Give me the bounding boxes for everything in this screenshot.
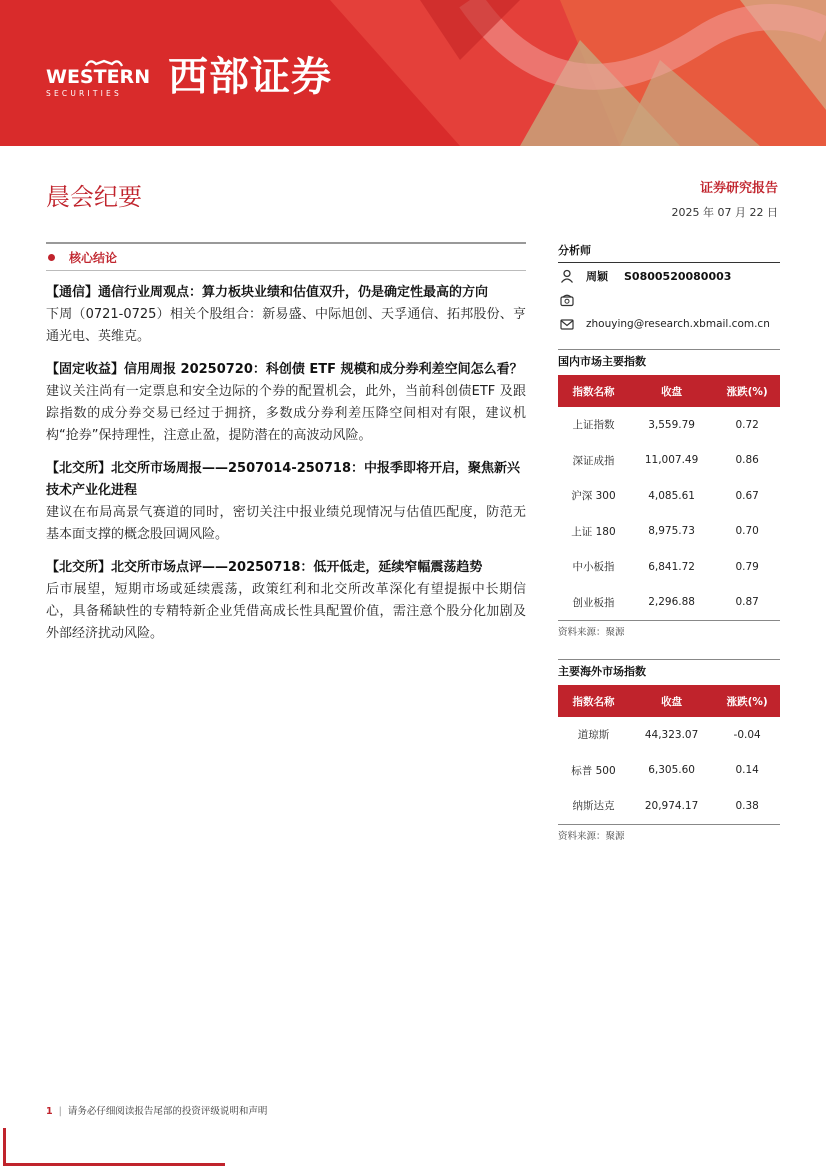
- close-cell: 3,559.79: [648, 418, 695, 431]
- analyst-phone-row: [558, 289, 780, 311]
- table-row: [558, 585, 780, 621]
- page-number: 1: [46, 1106, 53, 1117]
- overseas-table-title: 主要海外市场指数: [558, 659, 780, 679]
- column-header: 指数名称: [558, 375, 629, 407]
- table-row: [558, 407, 780, 443]
- change-cell: 0.67: [735, 489, 759, 502]
- summary-item-title: 【固定收益】信用周报 20250720：科创债 ETF 规模和成分券利差空间怎么看？: [46, 362, 523, 377]
- column-header: 涨跌(%): [714, 685, 780, 717]
- overseas-source-note: 资料来源：聚源: [558, 830, 625, 842]
- close-cell: 2,296.88: [629, 585, 714, 621]
- close-cell: 6,841.72: [648, 560, 695, 573]
- corner-accent-vertical: [3, 1128, 6, 1166]
- header-banner: [0, 0, 826, 146]
- index-name-cell: 深证成指: [572, 454, 615, 467]
- domestic-index-table: [558, 375, 780, 621]
- table-row: [558, 443, 780, 479]
- page-title: 晨会纪要: [46, 183, 142, 211]
- summary-item-title: 【北交所】北交所市场周报——2507014-250718：中报季即将开启，聚焦新兴技术产业化进程: [46, 461, 520, 498]
- corner-accent-horizontal: [3, 1163, 225, 1166]
- summary-item-title: 【北交所】北交所市场点评——20250718：低开低走，延续窄幅震荡趋势: [46, 560, 483, 575]
- summary-item-body: 建议关注尚有一定票息和安全边际的个券的配置机会，此外，当前科创债ETF 及跟踪指数的成分券交易已经过于拥挤，多数成分券利差压降空间相对有限，建议机构“抢券”保持理性，注意止盈，提防潜在的高波动风险。: [46, 384, 526, 443]
- mail-icon: [560, 317, 574, 331]
- index-name-cell: 沪深 300: [571, 490, 616, 503]
- change-cell: 0.79: [735, 560, 759, 573]
- domestic-table-title: 国内市场主要指数: [558, 349, 780, 369]
- summary-item: [46, 282, 526, 348]
- index-name-cell: 道琼斯: [577, 729, 610, 742]
- close-cell: 4,085.61: [648, 489, 695, 502]
- column-header: 涨跌(%): [714, 375, 780, 407]
- analyst-name-row: [558, 265, 780, 287]
- analyst-heading: 分析师: [558, 244, 780, 263]
- change-cell: 0.14: [735, 764, 759, 777]
- index-name-cell: 纳斯达克: [558, 788, 629, 824]
- logo-horns-icon: [84, 56, 124, 68]
- summary-item-title: 【通信】通信行业周观点：算力板块业绩和估值双升，仍是确定性最高的方向: [46, 285, 489, 300]
- table-row: [558, 753, 780, 789]
- change-cell: 0.86: [735, 454, 759, 467]
- table-header-row: [558, 375, 780, 407]
- index-name-cell: 标普 500: [571, 764, 616, 777]
- disclaimer-note: 请务必仔细阅读报告尾部的投资评级说明和声明: [67, 1106, 268, 1117]
- change-cell: 0.38: [714, 788, 780, 824]
- summary-item-body: 后市展望，短期市场或延续震荡，政策红利和北交所改革深化有望提振中长期信心，具备稀缺性的专精特新企业凭借高成长性具配置价值，需注意个股分化加剧及外部经济扰动风险。: [46, 582, 526, 641]
- change-cell: 0.70: [735, 525, 759, 538]
- analyst-email-row: [558, 313, 780, 335]
- change-cell: -0.04: [733, 728, 761, 741]
- logo-english: [46, 68, 162, 98]
- report-date: 2025 年 07 月 22 日: [671, 206, 778, 219]
- logo-chinese: 西部证券: [168, 54, 332, 100]
- section-heading: 核心结论: [69, 250, 118, 265]
- close-cell: 8,975.73: [648, 525, 695, 538]
- column-header: 指数名称: [558, 685, 629, 717]
- close-cell: 44,323.07: [644, 728, 699, 741]
- sidebar: [558, 244, 780, 843]
- change-cell: 0.87: [714, 585, 780, 621]
- page-footer: [46, 1106, 267, 1118]
- overseas-index-table: [558, 685, 780, 825]
- summary-item: [46, 458, 526, 546]
- index-name-cell: 上证 180: [571, 525, 616, 538]
- domestic-source-note: 资料来源：聚源: [558, 627, 625, 638]
- column-header: 收盘: [629, 375, 714, 407]
- table-row: [558, 514, 780, 550]
- analyst-email-link[interactable]: zhouying@research.xbmail.com.cn: [586, 318, 770, 330]
- analyst-name: 周颖: [586, 270, 608, 283]
- table-row: [558, 478, 780, 514]
- index-name-cell: 上证指数: [572, 419, 615, 432]
- report-type-label: 证券研究报告: [699, 181, 778, 196]
- index-name-cell: 中小板指: [572, 561, 615, 574]
- core-conclusions-section: [46, 242, 526, 645]
- bullet-dot-icon: [48, 254, 55, 261]
- table-row: [558, 549, 780, 585]
- footer-separator: |: [58, 1106, 62, 1117]
- logo-en-word: WESTERN: [46, 66, 151, 88]
- table-header-row: [558, 685, 780, 717]
- summary-item-body: 下周（0721-0725）相关个股组合：新易盛、中际旭创、天孚通信、拓邦股份、亨通光电、英维克。: [46, 307, 526, 344]
- summary-item: [46, 557, 526, 645]
- change-cell: 0.72: [735, 418, 759, 431]
- analyst-certificate: S0800520080003: [624, 269, 732, 283]
- person-icon: [560, 269, 574, 283]
- index-name-cell: 创业板指: [558, 585, 629, 621]
- close-cell: 20,974.17: [629, 788, 714, 824]
- table-row: [558, 717, 780, 753]
- summary-item: [46, 359, 526, 447]
- close-cell: 11,007.49: [644, 454, 699, 467]
- close-cell: 6,305.60: [648, 764, 695, 777]
- phone-icon: [560, 293, 574, 307]
- table-row: [558, 788, 780, 824]
- section-header: [46, 244, 526, 271]
- summary-item-body: 建议在布局高景气赛道的同时，密切关注中报业绩兑现情况与估值匹配度，防范无基本面支撑的概念股回调风险。: [46, 505, 526, 542]
- column-header: 收盘: [629, 685, 714, 717]
- logo-en-sub: SECURITIES: [46, 89, 122, 98]
